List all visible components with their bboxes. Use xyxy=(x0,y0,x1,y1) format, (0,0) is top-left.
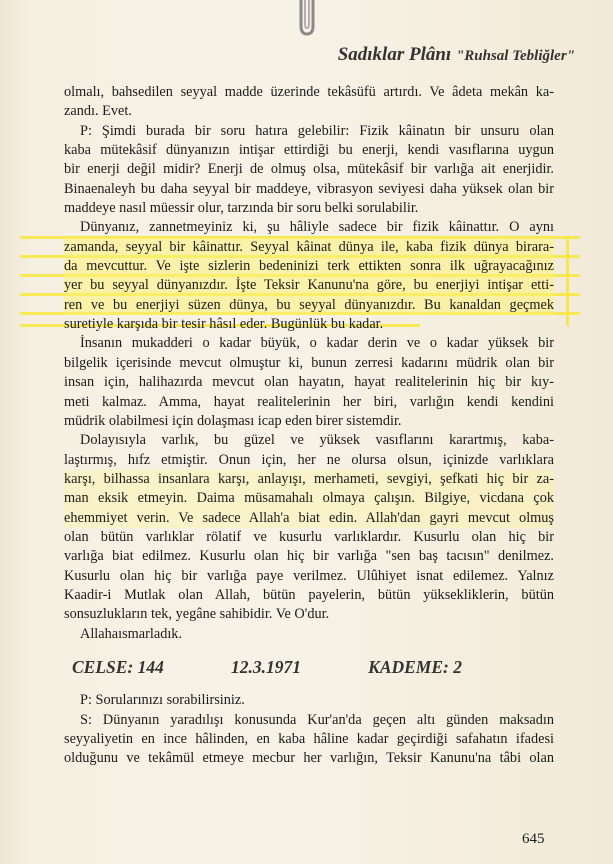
text-line: laştırmış, hıfz etmiştir. Onun için, her ne olursa olsun, içinizde varlıklara xyxy=(64,451,554,468)
text-line: P: Şimdi burada bir soru hatıra gelebilir: Fizik kâinatın bir unsuru olan xyxy=(80,122,554,139)
text-line: ehemmiyet verin. Ve sadece Allah'a biat edin. Allah'dan gayri mevcut olmuş xyxy=(64,509,554,528)
page-number: 645 xyxy=(522,831,545,847)
text-line: varlığa biat edilmez. Kusurlu olan hiç bir varlığa "sen baş tacısın" denilmez. xyxy=(64,548,554,565)
paragraph-5 xyxy=(64,431,554,624)
text-line: man eksik etmeyin. Daima müsamahalı olmaya çalışın. Bilgiye, vicdana çok xyxy=(64,489,554,508)
text-line: kaba mütekâsif dünyanızın intişar ettirdiği bu enerji, kendi vasıflarına uygun xyxy=(64,142,554,159)
paper-clip-icon xyxy=(292,0,322,40)
text-line: maddeye nasıl müessir olur, tarzında bir soru belki sorulabilir. xyxy=(64,200,419,217)
text-line: ren ve bu enerjiyi süzen dünya, bu seyyal dünyanızdır. Bu kanaldan geçmek xyxy=(64,296,554,315)
paragraph-3-highlighted xyxy=(64,218,554,334)
text-line: bilgelik içerisinde mevcut olmuştur ki, bunun zerresi kadarını müdrik olan bir xyxy=(64,354,554,371)
text-line: insan için, halihazırda mevcut olan hayatın, hayat realitelerinin hiç bir kıy- xyxy=(64,374,554,391)
page-text xyxy=(64,83,554,769)
text-line: olan bütün varlıklar rölatif ve kusurlu varlıklardır. Kusurlu olan hiç bir xyxy=(64,528,554,545)
text-line: suretiyle karşıda bir tesir hâsıl eder. Bugünlük bu kadar. xyxy=(64,316,384,333)
text-line: İnsanın mukadderi o kadar büyük, o kadar derin ve o kadar yüksek bir xyxy=(80,335,554,352)
text-line: Dünyanız, zannetmeyiniz ki, şu hâliyle sadece bir fizik kâinattır. O aynı xyxy=(80,219,554,236)
text-line: seyyaliyetin en ince hâlinden, en kaba hâline kadar geçirdiği safahatın ifadesi xyxy=(64,731,554,747)
text-line: sonsuzlukların tek, yegâne sahibidir. Ve O'dur. xyxy=(64,606,330,623)
text-line: müdrik olabilmesi için dolaşması icap eden birer sistemdir. xyxy=(64,412,402,429)
text-line: da mevcuttur. Ve işte sizlerin bedeninizi terk ettikten sonra ilk uğrayacağınız xyxy=(64,257,554,276)
session-level: KADEME: 2 xyxy=(368,656,462,677)
text-line: Kaadir-i Mutlak olan Allah, bütün payelerin, bütün yüksekliklerin, bütün xyxy=(64,586,554,603)
session-heading xyxy=(72,658,462,677)
text-line: zamanda, seyyal bir kâinattır. Seyyal kâinat dünya ile, kaba fizik dünya birara- xyxy=(64,238,554,257)
paragraph-8 xyxy=(64,711,554,769)
text-line: P: Sorularınızı sorabilirsiniz. xyxy=(80,692,245,709)
text-line: Dolayısıyla varlık, bu güzel ve yüksek vasıflarını karartmış, kaba- xyxy=(80,432,554,449)
header-title: Sadıklar Plânı xyxy=(337,44,452,65)
session-date: 12.3.1971 xyxy=(231,656,302,677)
text-line: olmalı, bahsedilen seyyal madde üzerinde tekâsüfü artırdı. Ve âdeta mekân ka- xyxy=(64,84,554,100)
paragraph-1 xyxy=(64,83,554,122)
running-header xyxy=(0,44,575,66)
text-line: yer bu seyyal dünyanızdır. İşte Teksir Kanunu'na göre, bu enerjiyi intişar etti- xyxy=(64,276,554,295)
text-line: zandı. Evet. xyxy=(64,103,132,120)
paragraph-7 xyxy=(64,691,554,710)
text-line: Kusurlu olan hiç bir varlığa paye verilmez. Ulûhiyet isnat edilemez. Yalnız xyxy=(64,567,554,584)
text-line: olduğunu ve tekâmül etmeye mecbur her varlığın, Teksir Kanunu'na tâbi olan xyxy=(64,750,554,767)
text-line: Allahaısmarladık. xyxy=(80,625,183,642)
highlighter-mark xyxy=(566,236,569,326)
paragraph-6 xyxy=(64,625,554,644)
text-line: karşı, bilhassa insanlara karşı, anlayışı, merhameti, sevgiyi, şefkati hiç bir za- xyxy=(64,470,554,489)
text-line: S: Dünyanın yaradılışı konusunda Kur'an'da geçen altı günden maksadın xyxy=(80,711,554,728)
text-line: bir enerji değil midir? Enerji de olmuş olsa, mütekâsif bir varlığa ait enerjidir. xyxy=(64,161,554,178)
header-subtitle: "Ruhsal Tebliğler" xyxy=(455,48,575,64)
text-line: meti kalmaz. Amma, hayat realitelerinin her biri, varlığın kendi kendini xyxy=(64,393,554,410)
paragraph-4 xyxy=(64,334,554,431)
session-number: CELSE: 144 xyxy=(72,656,164,677)
paragraph-2 xyxy=(64,122,554,219)
text-line: Binaenaleyh bu daha seyyal bir maddeye, vibrasyon seviyesi daha yüksek olan bir xyxy=(64,180,554,197)
